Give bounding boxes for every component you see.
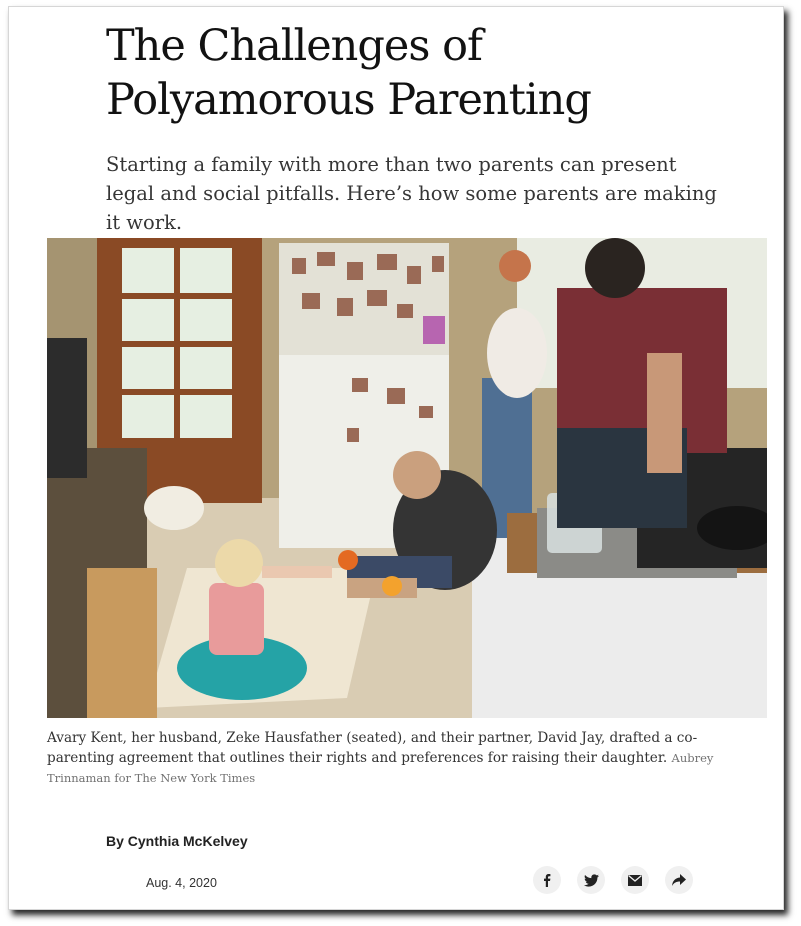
photo-credit: Aubrey Trinnaman for The New York Times [47, 751, 714, 785]
lead-photo[interactable] [47, 238, 767, 718]
share-icon [672, 874, 686, 887]
more-share-button[interactable] [665, 866, 693, 894]
photo-caption [47, 728, 757, 788]
headline: The Challenges of Polyamorous Parenting [106, 21, 591, 125]
email-share-button[interactable] [621, 866, 649, 894]
caption-text: Avary Kent, her husband, Zeke Hausfather (seated), and their partner, David Jay, drafted a co-parenting agreement that outlines their rights and preferences for raising their daughter. [47, 730, 698, 766]
summary: Starting a family with more than two parents can present legal and social pitfalls. Here’s how some parents are making it work. [106, 153, 717, 234]
twitter-icon [584, 874, 599, 887]
facebook-icon [540, 873, 554, 887]
email-icon [628, 875, 642, 886]
byline[interactable]: By Cynthia McKelvey [106, 833, 248, 849]
twitter-share-button[interactable] [577, 866, 605, 894]
publish-date: Aug. 4, 2020 [146, 876, 217, 890]
share-tools [533, 866, 693, 894]
facebook-share-button[interactable] [533, 866, 561, 894]
article-page [8, 6, 784, 910]
